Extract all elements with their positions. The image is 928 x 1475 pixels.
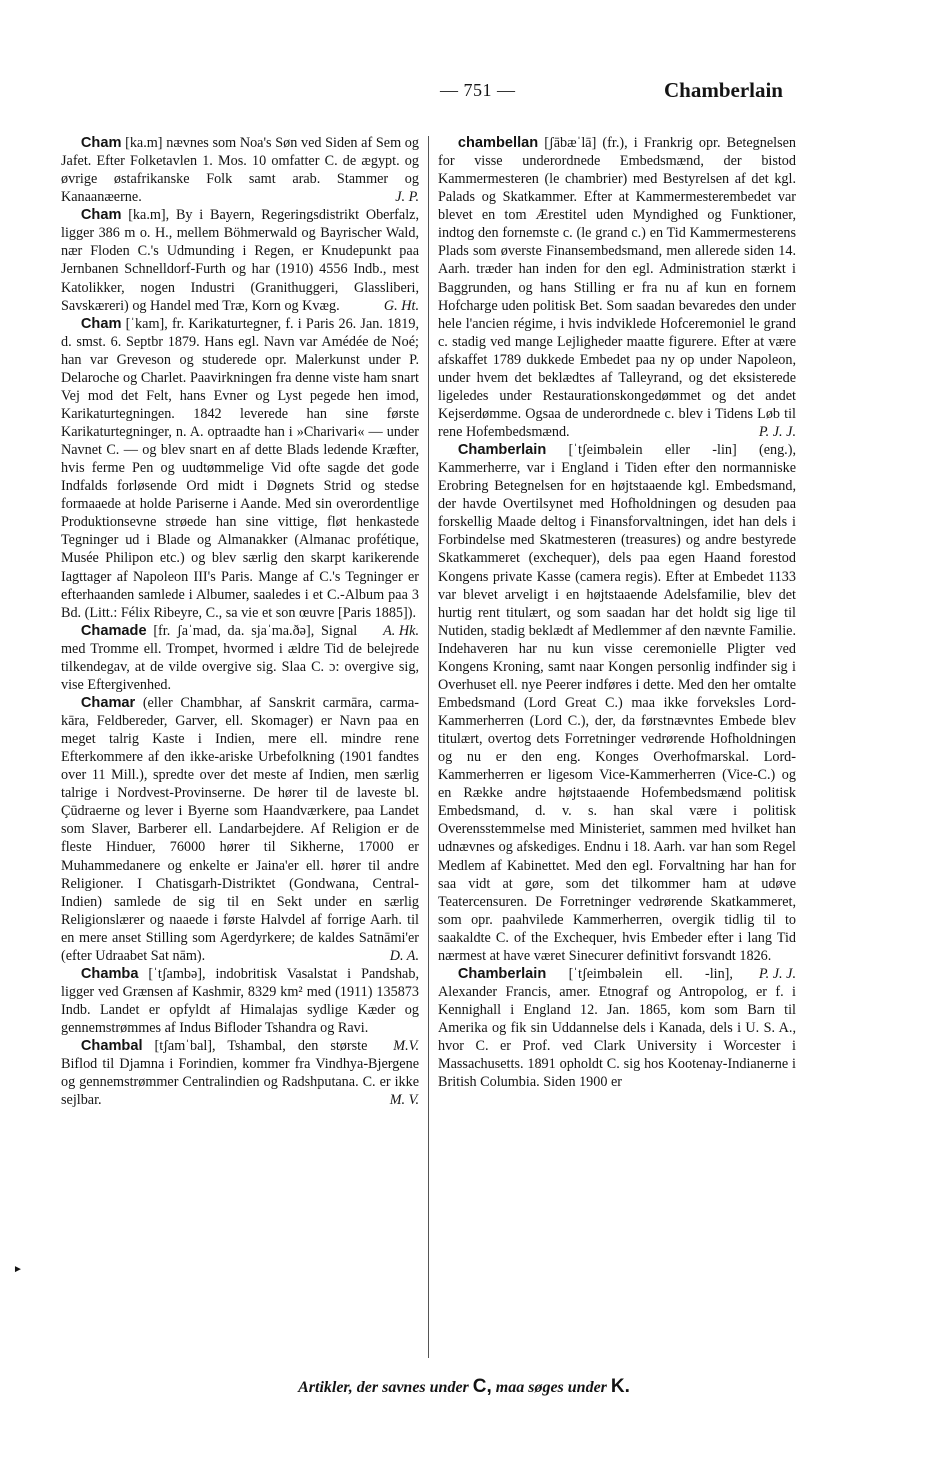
entry-headword: Chamar xyxy=(80,694,136,711)
entry-headword: Chamba xyxy=(80,965,139,982)
entry-body: [fr. ʃaˈmad, da. sjaˈma.ðə], Signal med Tromme ell. Trompet, hvormed i ældre Tid de belejrede tilkendegav, at de vilde overgive sig. Slaa C. ɔ: overgive sig, vise Eftergivenhed. xyxy=(61,622,419,693)
page-footer xyxy=(0,1376,928,1398)
entry-headword: chambellan xyxy=(457,135,539,151)
entry xyxy=(61,694,419,965)
column-divider xyxy=(428,136,429,1358)
entry-body: [ˈtʃeimbəlein eller -lin] (eng.), Kammerherre, var i England i Tiden efter den normanniske Erobring Betegnelsen for en højtstaaende kgl. Embedsmand, der havde Overtilsynet med Hofholdningen og desuden paa forskellig Maade deltog i Finansforvaltningen, idet han dels i Forbindelse med Skatmesteren (treasures) og andre bestyrede Skatkammeret (exchequer), dels paa egen Haand forestod Kongens private Kasse (camera regis). Efter at Embedet 1133 var blevet arveligt i en højtstaaende Adelsfamilie, blev det hurtig rent titulært, og som saadan har det holdt sig lige til Nutiden, stadig beklædt af Medlemmer af den nævnte Familie. Indehaveren har nu kun visse ceremonielle Pligter ved Kongens Kroning, samt naar Kongen personlig indfinder sig i Overhuset ell. nye Peerer indføres i dette. Med den her omtalte Embedsmand (Lord Great C.) maa ikke forveksles Lord-Kammerherren (Lord C.), der, da førstnævntes Embede blev titulært, overtog dets Forretninger vedrørende Hofholdningen og nu er den eng. Konges Overhofmarskal. Lord-Kammerherren er ligesom Vice-Kammerherren (Vice-C.) og en Række andre højtstaaende Hofembedsmænd politisk Embedsmand, d. v. s. han skal være i politisk Overensstemmelse med Ministeriet, sammen med hvilket han udnævnes og afskediges. Endnu i 18. Aarh. var han som Regel Medlem af Kabinettet. Med den egl. Forvaltning har han for saa vidt at gøre, som det tilkommer ham at udøve Teatercensuren. De Forretninger vedrørende Skatkammeret, som opr. paahvilede Kammerherren, overgik tidlig til to saakaldte C. of the Exchequer, hvis Embeder efter i lang Tid nærmest at have været Sinecurer definitivt forsvandt 1826. xyxy=(438,442,796,964)
entry-body: [tʃamˈbal], Tshambal, den største Biflod til Djamna i Forindien, kommer fra Vindhya-Bjergene og gennemstrømmer Centralindien og Radshputana. C. er ikke sejlbar. xyxy=(61,1038,419,1109)
entry-signature: A. Hk. xyxy=(383,622,419,639)
entry-signature: M.V. xyxy=(393,1038,419,1055)
right-column xyxy=(438,134,796,1091)
entry-body: [ka.m] nævnes som Noa's Søn ved Siden af Sem og Jafet. Efter Folketavlen 1. Mos. 10 omfatter C. de ægypt. og øvrige østafrikanske Folk samt arab. Stammer og Kanaanæerne. xyxy=(61,135,419,206)
left-column xyxy=(61,134,419,1109)
entry-signature: P. J. J. xyxy=(758,965,796,982)
entry xyxy=(61,134,419,206)
running-head: Chamberlain xyxy=(663,78,783,102)
entry-headword: Cham xyxy=(80,207,122,224)
footer-text-before: Artikler, der savnes under xyxy=(298,1379,473,1396)
entry-body: [ˈtʃeimbəlein ell. -lin], Alexander Francis, amer. Etnograf og Antropolog, er f. i Kennighall i England 12. Jan. 1865, kom som Barn til Amerika og fik sin Uddannelse dels i Kanada, dels i U. S. A., hvor C. er Prof. ved Clark University i Worcester i Massachusetts. 1891 opholdt C. sig hos Kootenay-Indianerne i British Columbia. Siden 1900 er xyxy=(438,965,796,1091)
entry xyxy=(61,206,419,314)
entry-signature: M. V. xyxy=(389,1092,419,1109)
footer-letter-k: K. xyxy=(610,1376,630,1397)
entry-headword: Chamade xyxy=(80,622,147,639)
entry xyxy=(61,1037,419,1109)
entry-headword: Cham xyxy=(80,135,122,151)
entry-signature: P. J. J. xyxy=(758,424,796,440)
entry-headword: Chamberlain xyxy=(457,442,547,459)
entry-body: [ʃābæˈlā] (fr.), i Frankrig opr. Betegnelsen for visse underordnede Embedsmænd, der bistod Kammermesteren (le chambrier) med Bestyrelsen af det kgl. Palads og Skatkammer. Efter at Kammermesterembedet var blevet en tom Ærestitel uden Myndighed og Funktioner, indtog den fornemste c. (le grand c.) en Tid Kammermesterens Plads som øverste Finansembedsmand, men allerede siden 14. Aarh. træder han inden for den egl. Administration stærkt i Baggrunden, og hans Stilling er fra nu af kun en fornem Hofcharge uden politisk Bet. Som saadan bevaredes den under hele l'ancien régime, i hvis indviklede Hofceremoniel le grand c. stadig ved mange Lejligheder maatte figurere. Efter at være afskaffet 1789 dukkede Embedet paa ny op under Napoleon, under hvem det beklædtes af Talleyrand, og det eksisterede ligeledes under Restaurationskongedømmet og det andet Kejserdømme. Ogsaa de underordnede c. blev i Tidens Løb til rene Hofembedsmænd. xyxy=(438,135,796,440)
entry xyxy=(438,965,796,1091)
entry-body: [ˈkam], fr. Karikaturtegner, f. i Paris 26. Jan. 1819, d. smst. 6. Septbr 1879. Hans egl. Navn var Amédée de Noé; han var Greveson og studerede opr. Malerkunst under P. Delaroche og Charlet. Paavirkningen fra denne viste ham snart Vej mod det Felt, hans Evner og Lyst pegede hen imod, Karikaturtegningen. 1842 leverede han sine første Karikaturtegninger, n. A. optraadte han i »Charivari« — under Navnet C. — og blev snart en af dette Blads ledende Kræfter, hvis ferme Pen og uudtømmelige Vid ofte sagde det gode Indfalds forløsende Ord midt i Døgnets Strid og stedse formaaede at holde Pariserne i Aande. Med sin overordentlige Produktionsevne strøede han sine vittige, fløt henkastede Tegninger ud i Blade og Almanakker (Almanac profétique, Musée Philipon etc.) og blev særlig den skarpt karikerende Iagttager af Napoleon III's Paris. Mange af C.'s Tegninger er efterhaanden samlede i Albumer, saaledes i et C.-Album paa 3 Bd. (Litt.: Félix Ribeyre, C., sa vie et son œuvre [Paris 1885]). xyxy=(61,315,419,621)
entry-signature: G. Ht. xyxy=(383,297,419,314)
entry-headword: Chamberlain xyxy=(457,965,547,982)
entry-body: [ka.m], By i Bayern, Regeringsdistrikt Oberfalz, ligger 386 m o. H., mellem Böhmerwald og Bayrischer Wald, nær Floden C.'s Udmunding i Regen, er Knudepunkt paa Jernbanen Schnelldorf-Furth og har (1910) 4556 Indb., mest Katolikker, nogen Industri (Granithuggeri, Glassliberi, Savskæreri) og Handel med Træ, Korn og Kvæg. xyxy=(61,207,419,314)
entry xyxy=(438,441,796,982)
footer-text-middle: maa søges under xyxy=(491,1379,611,1396)
margin-mark-icon: ► xyxy=(13,1264,23,1275)
entry-body: [ˈtʃambə], indobritisk Vasalstat i Pandshab, ligger ved Grænsen af Kashmir, 8329 km² med (1911) 135873 Indb. Landet er opfyldt af Himalajas sydlige Kæder og gennemstrømmes af Indus Bifloder Tshandra og Ravi. xyxy=(61,965,419,1037)
entry-signature: D. A. xyxy=(389,947,419,964)
footer-letter-c: C, xyxy=(472,1376,492,1397)
page-number: — 751 — xyxy=(440,80,516,100)
page-header xyxy=(60,78,783,108)
entry-body: (eller Chambhar, af Sanskrit carmāra, carma-kāra, Feldbereder, Garver, ell. Skomager) er Navn paa en meget talrig Kaste i Indien, mere ell. mindre rene Efterkommere af den ikke-ariske Urbefolkning (1901 fandtes over 11 Mill.), spredte over det meste af Indien, men særlig talrige i Nordvest-Provinserne. De hører til de laveste bl. Çūdraerne og lever i Byerne som Haandværkere, paa Landet som Slaver, Barberer ell. Landarbejdere. Af Religion er de fleste Hinduer, 76000 hører til Sikherne, 17000 er Muhammedanere og enkelte er Jaina'er ell. hører til andre Religioner. I Chatisgarh-Distriktet (Gondwana, Central-Indien) samlede de sig til en Sekt under en særlig Religionslærer og naaede i første Halvdel af forrige Aarh. til en mere anset Stilling som Agerdyrkere; de kaldes Satnāmi'er (efter Udraabet Sat nām). xyxy=(61,694,419,964)
entry-headword: Chambal xyxy=(80,1038,143,1055)
entry-headword: Cham xyxy=(80,315,122,332)
entry-signature: J. P. xyxy=(395,189,419,206)
entry xyxy=(438,134,796,441)
